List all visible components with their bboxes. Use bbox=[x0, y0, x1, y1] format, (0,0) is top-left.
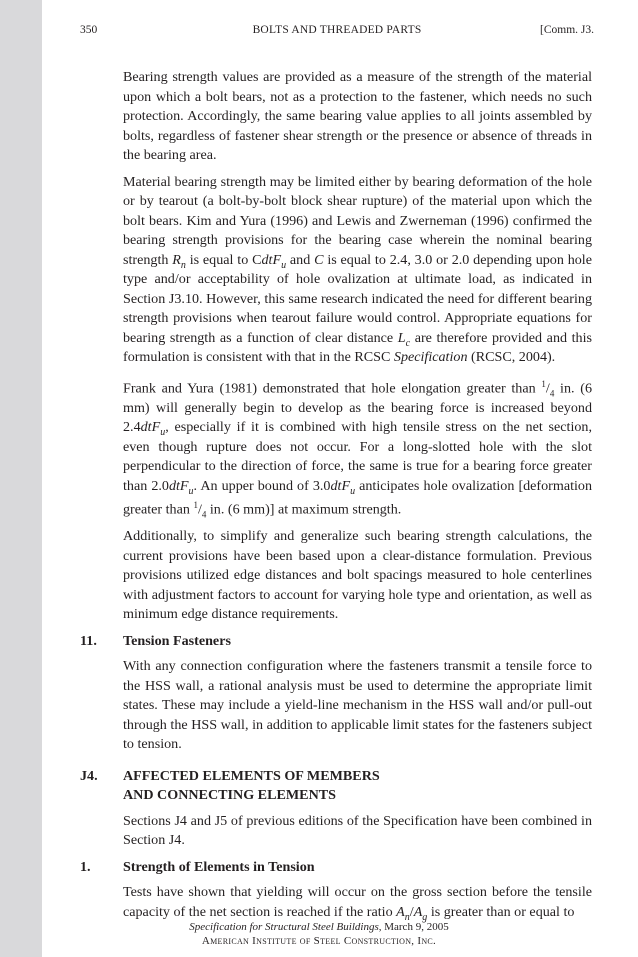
running-header bbox=[80, 22, 594, 38]
footer-spec-line bbox=[0, 920, 638, 934]
section-number: J4. bbox=[80, 767, 98, 784]
paragraph-5: With any connection configuration where the fasteners transmit a tensile force to the HSS wall, a rational analysis must be used to determine the appropriate limit states. These may include a yield-line mechanism in the HSS wall and/or pull-out through the HSS wall, in addition to applicable limit states for the fasteners subject to tension. bbox=[123, 658, 592, 753]
section-heading-11 bbox=[80, 632, 592, 652]
paragraph-2: Material bearing strength may be limited either by bearing deformation of the hole or by tearout (a bolt-by-bolt block shear rupture) of the material upon which the bolt bears. Kim and Yura (1996) and Lewis and Zwerneman (1996) confirmed the bearing strength provisions for the bearing case wherein the nominal bearing strength $R_n$ is equal to CdtF$_u$ and C is equal to 2.4, 3.0 or 2.0 depending upon hole type and/or acceptability of hole ovalization at ultimate load, as indicated in Section J3.10. However, this same research indicated the need for different bearing strength provisions when tearout failure would control. Appropriate equations for bearing strength as a function of clear distance $L_c$ are therefore provided and this formulation is consistent with that in the RCSC Specification (RCSC, 2004). bbox=[123, 173, 593, 365]
section-number: 11. bbox=[80, 632, 97, 649]
page-number: 350 bbox=[80, 24, 98, 36]
paragraph-6: Sections J4 and J5 of previous editions of the Specification have been combined in Section J4. bbox=[123, 812, 592, 849]
section-reference: [Comm. J3. bbox=[540, 24, 594, 36]
paragraph-1: Bearing strength values are provided as a measure of the strength of the material upon which a bolt bears, not as a protection to the fastener, which needs no such protection. Accordingly, the same bearing value applies to all joints assembled by bolts, regardless of fastener shear strength or the presence or absence of threads in the bearing area. bbox=[123, 69, 592, 163]
publisher-name: American Institute of Steel Construction, Inc. bbox=[201, 935, 437, 947]
section-heading-1 bbox=[80, 858, 592, 878]
spec-title: Specification for Structural Steel Buildings, bbox=[189, 921, 382, 933]
section-heading-j4 bbox=[80, 767, 592, 806]
section-title: Strength of Elements in Tension bbox=[123, 858, 315, 875]
page-edge-bar bbox=[0, 0, 42, 957]
section-title-line-2: AND CONNECTING ELEMENTS bbox=[123, 787, 337, 804]
spec-date: March 9, 2005 bbox=[384, 921, 449, 933]
section-title: Tension Fasteners bbox=[123, 632, 231, 649]
header-title: BOLTS AND THREADED PARTS bbox=[252, 24, 422, 36]
paragraph-4: Additionally, to simplify and generalize such bearing strength calculations, the current provisions have been based upon a clear-distance formulation. Previous provisions utilized edge distances and bolt spacings measured to hole centerlines with adjustment factors to account for varying hole type and orientation, as well as minimum edge distance requirements. bbox=[123, 528, 592, 623]
paragraph-3: Frank and Yura (1981) demonstrated that hole elongation greater than $^1/_4$ in. (6 mm) will generally begin to develop as the bearing force is increased beyond 2.4dtF$_u$, especially if it is combined with high tensile stress on the net section, even though rupture does not occur. For a long-slotted hole with the slot perpendicular to the direction of force, the same is true for a bearing force greater than 2.0dtF$_u$. An upper bound of 3.0dtF$_u$ anticipates hole ovalization [deformation greater than $^1/_4$ in. (6 mm)] at maximum strength. bbox=[123, 378, 593, 520]
page-footer bbox=[0, 920, 638, 948]
paragraph-7: Tests have shown that yielding will occur on the gross section before the tensile capacity of the net section is reached if the ratio $A_n/A_g$ is greater than or equal to bbox=[123, 884, 592, 923]
section-title-line-1: AFFECTED ELEMENTS OF MEMBERS bbox=[123, 767, 380, 784]
page-body bbox=[80, 68, 593, 929]
section-number: 1. bbox=[80, 858, 91, 875]
